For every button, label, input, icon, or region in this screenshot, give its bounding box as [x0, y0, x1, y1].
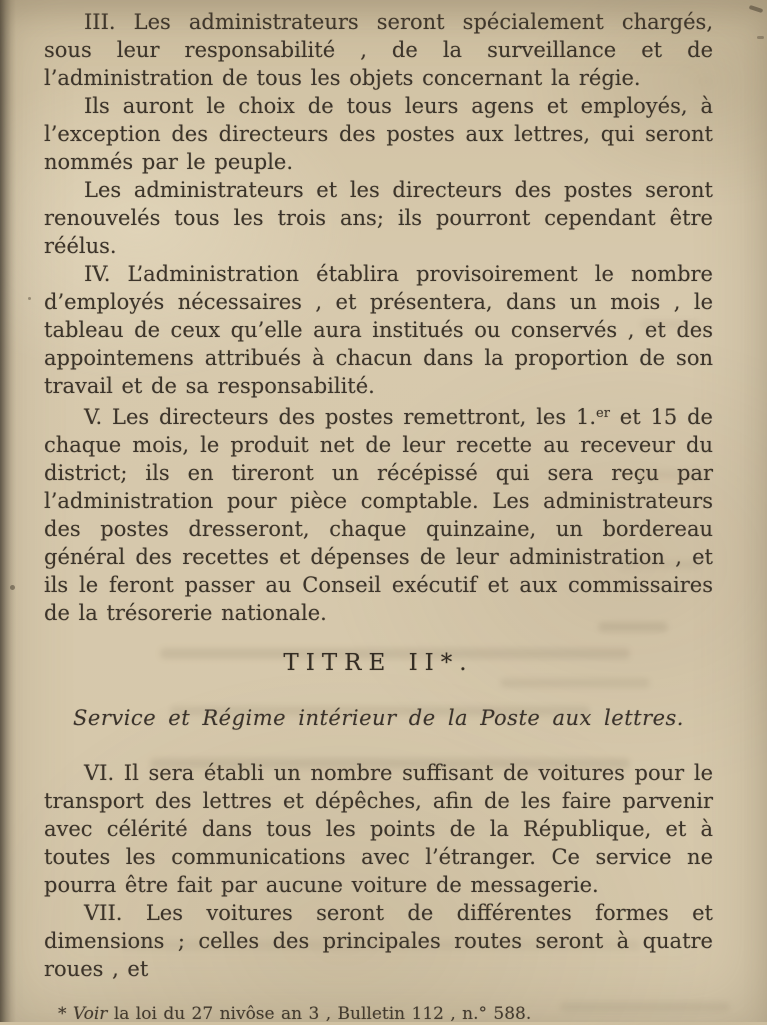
scan-speck	[10, 585, 15, 590]
article-iii-agents-paragraph: Ils auront le choix de tous leurs agens et employés, à l’exception des directeurs des postes aux lettres, qui seront nommés par le peuple.	[44, 94, 713, 174]
ordinal-superscript: er	[596, 406, 610, 421]
article-iv-paragraph: IV. L’administration établira provisoirement le nombre d’employés nécessaires , et présentera, dans un mois , le tableau de ceux qu’elle aura institués ou conservés , et des appointemens attribués à chacun dans la proportion de son travail et de sa responsabilité.	[44, 262, 713, 398]
article-iii-renewal-paragraph: Les administrateurs et les directeurs des postes seront renouvelés tous les trois ans; ils pourront cependant être réélus.	[44, 178, 713, 258]
footnote-asterisk: *	[58, 1004, 67, 1025]
section-subtitle: Service et Régime intérieur de la Poste aux lettres.	[73, 706, 684, 731]
article-v-text-start: V. Les directeurs des postes remettront, les 1.	[84, 405, 597, 430]
scan-speck	[28, 297, 31, 300]
section-title: TITRE II*.	[283, 650, 474, 677]
article-iii-paragraph: III. Les administrateurs seront spécialement chargés, sous leur responsabilité , de la surveillance et de l’administration de tous les objets concernant la régie.	[44, 10, 713, 90]
footnote-voir-word: Voir	[72, 1004, 108, 1025]
footnote-citation-text: la loi du 27 nivôse an 3 , Bulletin 112 , n.° 588.	[113, 1004, 532, 1025]
article-v-paragraph	[44, 400, 713, 627]
article-vi-paragraph: VI. Il sera établi un nombre suffisant de voitures pour le transport des lettres et dépêches, afin de les faire parvenir avec célérité dans tous les points de la République, et à toutes les communications avec l’étranger. Ce service ne pourra être fait par aucune voiture de messagerie.	[44, 761, 713, 898]
scan-edge-mark	[757, 36, 764, 39]
scan-edge-mark	[749, 5, 764, 13]
page-gutter-shadow	[0, 0, 16, 1022]
article-v-text-end: et 15 de chaque mois, le produit net de leur recette au receveur du district; ils en tireront un récépissé qui sera reçu par l’administration pour pièce comptable. Les administrateurs des postes dresseront, chaque quinzaine, un bordereau général des recettes et dépenses de leur administration , et ils le feront passer au Conseil exécutif et aux commissaires de la trésorerie nationale.	[44, 405, 713, 626]
page-text-block	[44, 8, 713, 1025]
article-vii-paragraph: VII. Les voitures seront de différentes formes et dimensions ; celles des principales routes seront à quatre roues , et	[44, 901, 713, 982]
